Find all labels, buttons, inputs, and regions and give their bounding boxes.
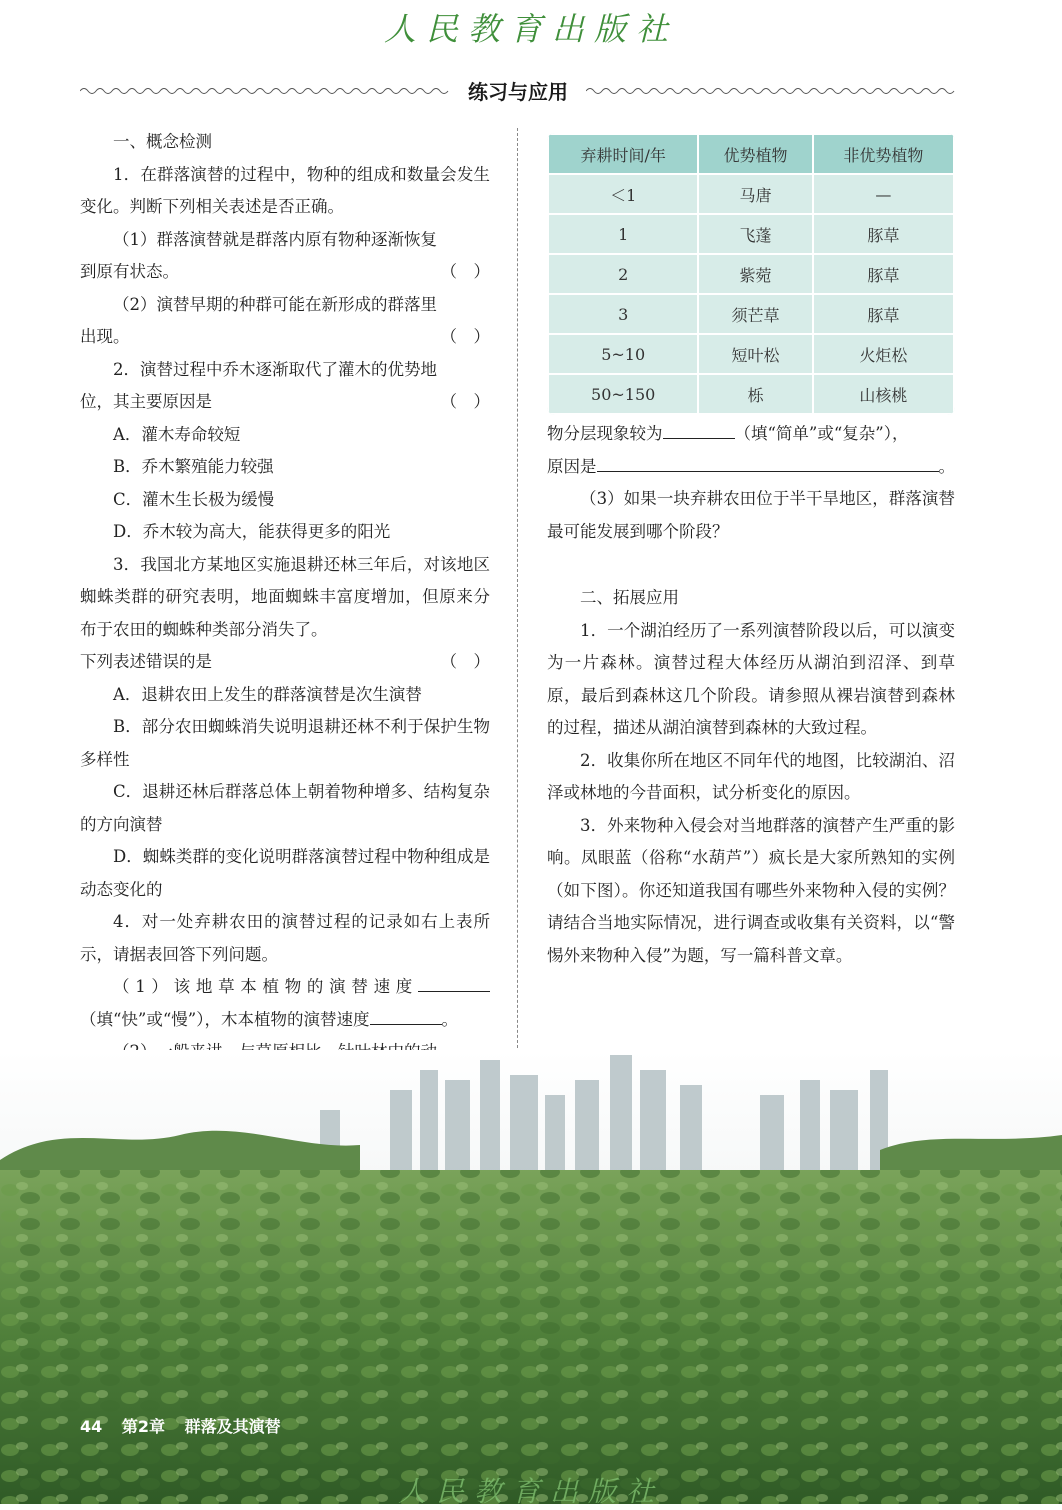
fill-blank <box>370 1004 442 1025</box>
table-cell: 5~10 <box>548 334 698 374</box>
q2-option-b: B．乔木繁殖能力较强 <box>113 457 274 476</box>
table-cell: 50~150 <box>548 374 698 414</box>
section-title: 练习与应用 <box>468 80 568 104</box>
extension-2: 2．收集你所在地区不同年代的地图，比较湖泊、沼泽或林地的今昔面积，试分析变化的原因。 <box>547 750 955 802</box>
question-1-2-line1: （2）演替早期的种群可能在新形成的群落里 <box>113 294 437 314</box>
table-cell: 短叶松 <box>698 334 812 374</box>
q4-1-part-c: 。 <box>441 1009 458 1029</box>
question-4-2-reason <box>547 451 955 484</box>
table-cell: — <box>813 174 954 214</box>
table-row <box>548 254 954 294</box>
chapter-title: 群落及其演替 <box>184 1417 281 1436</box>
table-cell: 豚草 <box>813 254 954 294</box>
question-3: 3．我国北方某地区实施退耕还林三年后，对该地区蜘蛛类群的研究表明，地面蜘蛛丰富度增加，但原来分布于农田的蜘蛛种类部分消失了。 <box>80 554 490 639</box>
table-cell: 飞蓬 <box>698 214 812 254</box>
question-1: 1．在群落演替的过程中，物种的组成和数量会发生变化。判断下列相关表述是否正确。 <box>80 164 490 216</box>
question-4-1 <box>80 971 490 1036</box>
question-4-3: （3）如果一块弃耕农田位于半干旱地区，群落演替最可能发展到哪个阶段？ <box>547 489 955 541</box>
table-cell: 山核桃 <box>813 374 954 414</box>
table-row <box>548 334 954 374</box>
q3-option-d: D．蜘蛛类群的变化说明群落演替过程中物种组成是动态变化的 <box>80 847 490 899</box>
publisher-watermark: 人民教育出版社 <box>397 1475 664 1508</box>
table-cell: 须芒草 <box>698 294 812 334</box>
column-divider <box>517 128 518 1068</box>
question-4: 4．对一处弃耕农田的演替过程的记录如右上表所示，请据表回答下列问题。 <box>80 912 490 964</box>
q4-2-part-d: 。 <box>938 456 955 476</box>
table-cell: 3 <box>548 294 698 334</box>
q3-option-b: B．部分农田蜘蛛消失说明退耕还林不利于保护生物多样性 <box>80 717 490 769</box>
table-cell: 紫菀 <box>698 254 812 294</box>
fill-blank <box>663 418 735 439</box>
wave-right-decoration <box>586 84 956 98</box>
succession-table <box>547 133 955 415</box>
table-header: 非优势植物 <box>813 134 954 174</box>
q3-option-c: C．退耕还林后群落总体上朝着物种增多、结构复杂的方向演替 <box>80 782 490 834</box>
table-cell: 豚草 <box>813 294 954 334</box>
table-header: 弃耕时间/年 <box>548 134 698 174</box>
table-row <box>548 174 954 214</box>
publisher-logo: 人民教育出版社 <box>383 10 678 48</box>
question-1-1-line2: 到原有状态。 <box>80 262 179 281</box>
table-row <box>548 374 954 414</box>
fill-blank <box>418 971 490 992</box>
q3-option-a: A．退耕农田上发生的群落演替是次生演替 <box>113 684 422 704</box>
concept-check-heading: 一、概念检测 <box>113 132 212 151</box>
table-cell: 栎 <box>698 374 812 414</box>
question-4-2-continued <box>547 418 955 451</box>
q2-option-c: C．灌木生长极为缓慢 <box>113 489 275 509</box>
q2-option-d: D．乔木较为高大，能获得更多的阳光 <box>113 522 391 541</box>
extension-1: 1．一个湖泊经历了一系列演替阶段以后，可以演变为一片森林。演替过程大体经历从湖泊到沼泽、到草原，最后到森林这几个阶段。请参照从裸岩演替到森林的过程，描述从湖泊演替到森林的大致过程。 <box>547 620 955 737</box>
table-cell: 豚草 <box>813 214 954 254</box>
answer-paren: （ ） <box>440 652 490 671</box>
right-column <box>547 418 955 972</box>
q2-option-a: A．灌木寿命较短 <box>113 424 241 444</box>
q4-1-part-a: （1）该地草本植物的演替速度 <box>113 977 418 996</box>
question-3-stem: 下列表述错误的是 <box>80 652 212 671</box>
table-row <box>548 294 954 334</box>
q4-2-part-c: 原因是 <box>547 456 597 476</box>
extension-3: 3．外来物种入侵会对当地群落的演替产生严重的影响。凤眼蓝（俗称“水葫芦”）疯长是大家所熟知的实例（如下图）。你还知道我国有哪些外来物种入侵的实例？请结合当地实际情况，进行调查或收集有关资料，以“警惕外来物种入侵”为题，写一篇科普文章。 <box>547 815 955 965</box>
page-number: 44 <box>80 1417 103 1436</box>
question-2-line2: 位，其主要原因是 <box>80 392 212 411</box>
q4-1-part-b: （填“快”或“慢”），木本植物的演替速度 <box>80 1009 370 1029</box>
table-cell: 2 <box>548 254 698 294</box>
fill-blank <box>597 451 939 472</box>
page-footer <box>80 1414 295 1437</box>
question-1-2-line2: 出现。 <box>80 327 130 346</box>
table-row <box>548 214 954 254</box>
left-column <box>80 126 490 1069</box>
q4-2-part-a: 物分层现象较为 <box>547 424 663 443</box>
chapter-label: 第2章 <box>121 1417 165 1436</box>
question-2-line1: 2．演替过程中乔木逐渐取代了灌木的优势地 <box>113 359 437 379</box>
table-cell: 火炬松 <box>813 334 954 374</box>
table-cell: 马唐 <box>698 174 812 214</box>
table-cell: 1 <box>548 214 698 254</box>
q4-2-part-b: （填“简单”或“复杂”）， <box>734 424 909 443</box>
section-header <box>80 76 956 106</box>
answer-paren: （ ） <box>440 262 490 281</box>
table-header: 优势植物 <box>698 134 812 174</box>
answer-paren: （ ） <box>440 392 490 411</box>
table-cell: ＜1 <box>548 174 698 214</box>
extension-heading: 二、拓展应用 <box>580 588 679 607</box>
answer-paren: （ ） <box>440 327 490 346</box>
question-1-1-line1: （1）群落演替就是群落内原有物种逐渐恢复 <box>113 229 437 249</box>
